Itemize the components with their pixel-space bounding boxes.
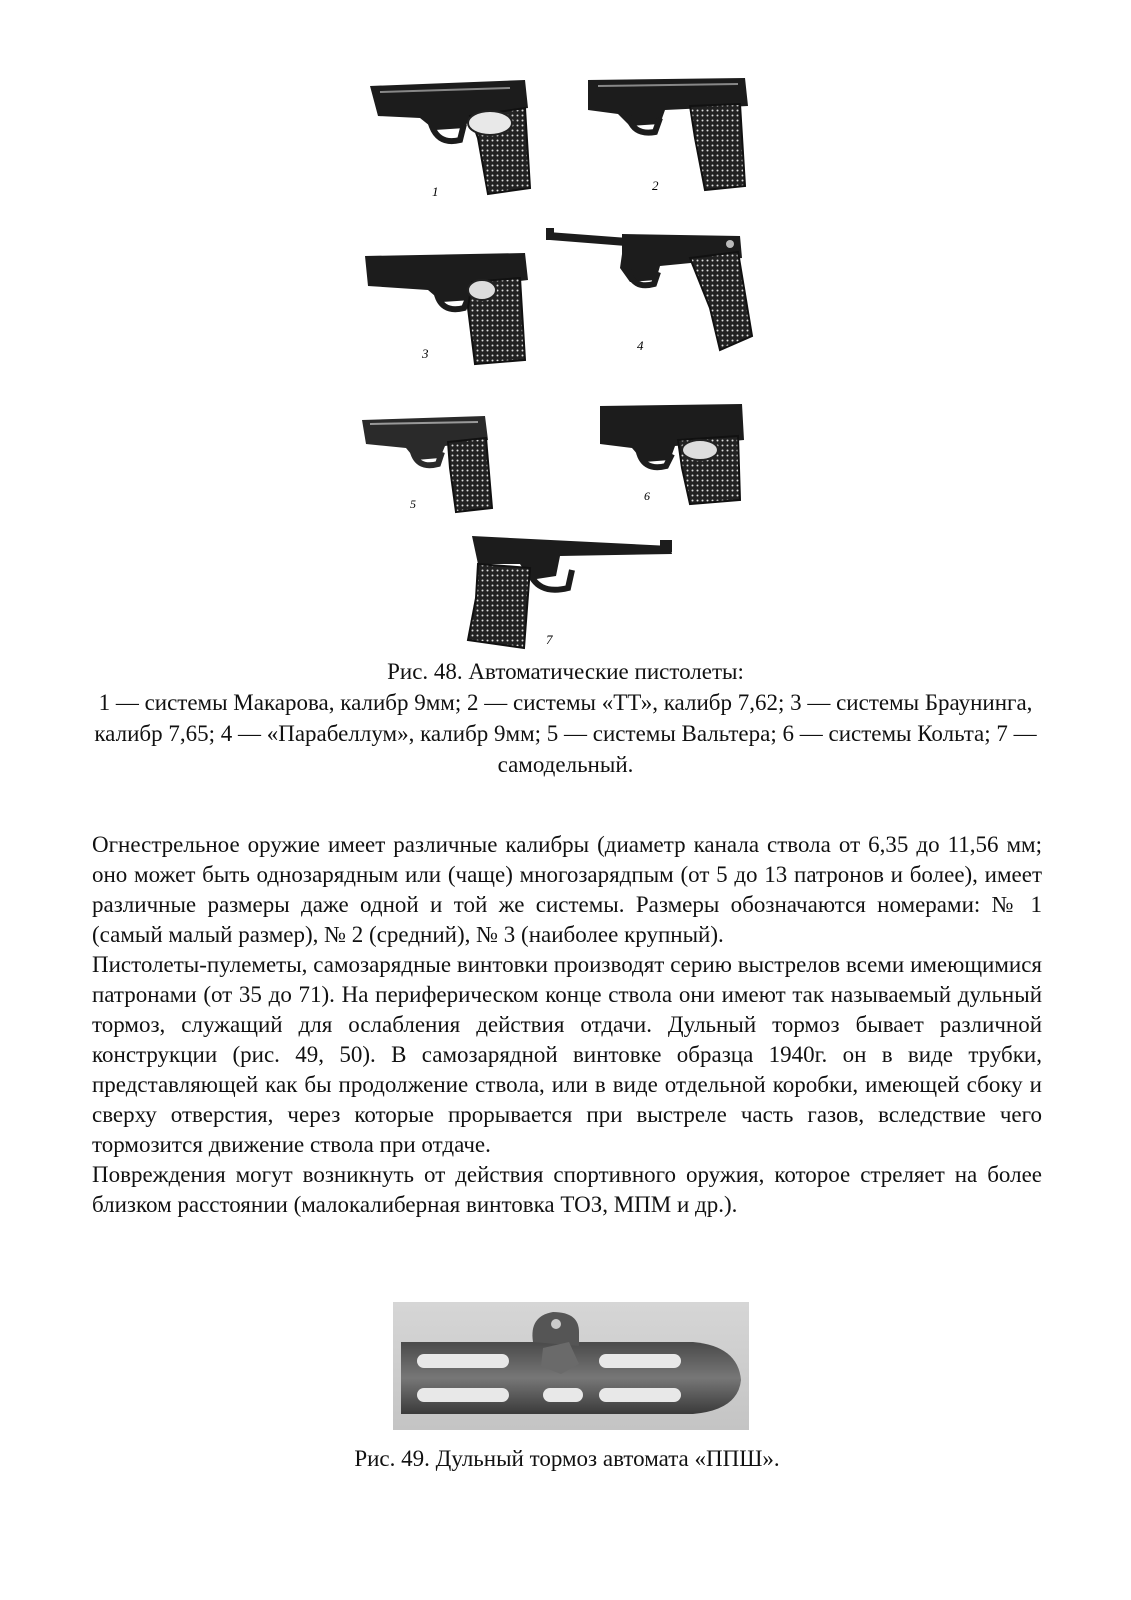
pistol-5-walther-illustration	[362, 416, 492, 512]
figure-48-caption-body: 1 — системы Макарова, калибр 9мм; 2 — системы «ТТ», калибр 7,62; 3 — системы Браунинга, калибр 7,65; 4 — «Парабеллум», калибр 9мм; 5 — системы Вальтера; 6 — системы Кольта; 7 — самодельный.	[94, 690, 1037, 777]
body-text	[92, 830, 1042, 1220]
paragraph: Пистолеты-пулеметы, самозарядные винтовки производят серию выстрелов всеми имеющимися патронами (от 35 до 71). На периферическом конце ствола они имеют так называемый дульный тормоз, служащий для ослабления действия отдачи. Дульный тормоз бывает различной конструкции (рис. 49, 50). В самозарядной винтовке образца 1940г. он в виде трубки, представляющей как бы продолжение ствола, или в виде отдельной коробки, имеющей сбоку и сверху отверстия, через которые прорывается при выстреле часть газов, вследствие чего тормозится движение ствола при отдаче.	[92, 952, 1042, 1157]
figure-label-5: 5	[410, 497, 416, 511]
figure-label-3: 3	[422, 346, 429, 361]
figure-label-7: 7	[546, 632, 553, 647]
figure-label-4: 4	[637, 338, 644, 353]
figure-48-caption-title: Рис. 48. Автоматические пистолеты:	[387, 659, 744, 684]
pistol-1-makarov-illustration	[370, 80, 530, 199]
figure-49-caption: Рис. 49. Дульный тормоз автомата «ППШ».	[354, 1446, 780, 1471]
pistol-2-tt-illustration	[588, 78, 748, 193]
figure-48-pistols	[360, 68, 760, 658]
paragraph: Огнестрельное оружие имеет различные калибры (диаметр канала ствола от 6,35 до 11,56 мм; оно может быть однозарядным или (чаще) многозарядпым (от 5 до 13 патронов и более), имеет различные размеры даже одной и той же системы. Размеры обозначаются номерами: № 1 (самый малый размер), № 2 (средний), № 3 (наиболее крупный).	[92, 832, 1042, 947]
figure-label-6: 6	[644, 489, 650, 503]
figure-48-caption	[88, 656, 1043, 780]
figure-49-muzzle-brake-photo	[393, 1302, 749, 1430]
pistol-3-browning-illustration	[365, 253, 528, 364]
paragraph: Повреждения могут возникнуть от действия спортивного оружия, которое стреляет на более близком расстоянии (малокалиберная винтовка ТОЗ, МПМ и др.).	[92, 1162, 1042, 1217]
pistol-7-homemade-illustration	[468, 536, 672, 648]
pistol-4-parabellum-illustration	[546, 228, 752, 353]
pistol-6-colt-illustration	[600, 404, 744, 504]
figure-label-2: 2	[652, 178, 659, 193]
figure-label-1: 1	[432, 184, 439, 199]
